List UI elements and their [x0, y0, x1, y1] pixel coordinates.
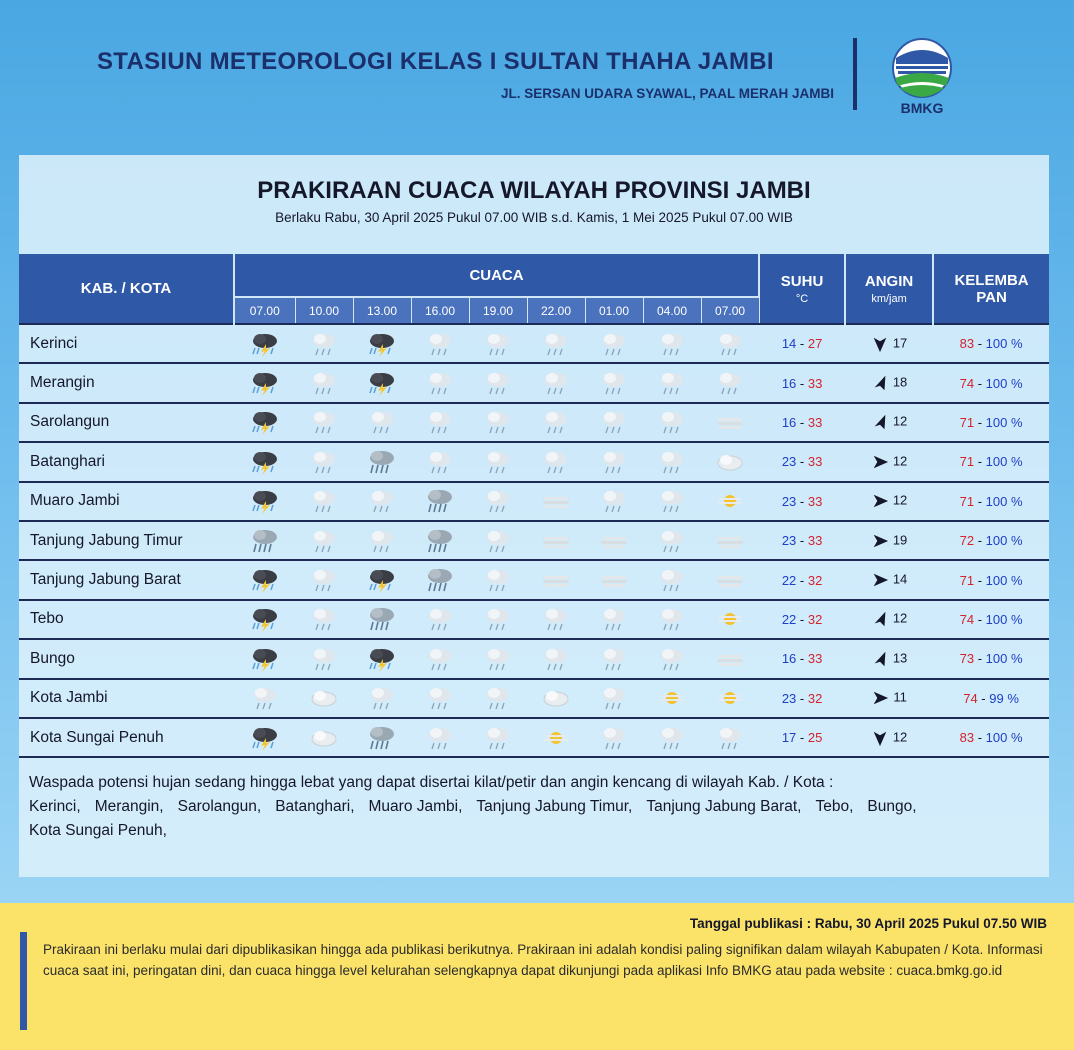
- temp-max: 27: [807, 336, 823, 352]
- temperature-range: 23 - 33: [759, 521, 845, 560]
- drizzle-icon: [643, 482, 701, 521]
- region-name: Muaro Jambi: [19, 482, 234, 521]
- drizzle-icon: [643, 560, 701, 599]
- temperature-range: 23 - 33: [759, 442, 845, 481]
- cloudy-icon: [701, 442, 759, 481]
- drizzle-icon: [295, 442, 353, 481]
- temperature-range: 16 - 33: [759, 363, 845, 402]
- drizzle-icon: [411, 600, 469, 639]
- thunderstorm-icon: [353, 324, 411, 363]
- humidity-range: 72 - 100 %: [933, 521, 1049, 560]
- wind-header-unit: km/jam: [871, 292, 907, 305]
- wind-speed: 14: [892, 571, 908, 587]
- table-row: [19, 324, 1049, 363]
- region-name: Bungo: [19, 639, 234, 678]
- humidity-max: 100 %: [985, 611, 1023, 627]
- humidity-min: 73: [959, 651, 975, 667]
- temp-min: 22: [781, 611, 797, 627]
- wind-speed: 12: [892, 610, 908, 626]
- humidity-max: 100 %: [985, 730, 1023, 746]
- humidity-max: 100 %: [985, 454, 1023, 470]
- wind-cell: [845, 560, 933, 599]
- thunderstorm-icon: [234, 718, 295, 757]
- drizzle-icon: [469, 600, 527, 639]
- drizzle-icon: [643, 442, 701, 481]
- table-row: [19, 363, 1049, 402]
- drizzle-icon: [701, 718, 759, 757]
- warning-place: Bungo,: [867, 798, 917, 815]
- time-header-cell: 04.00: [643, 297, 701, 324]
- thunderstorm-icon: [234, 403, 295, 442]
- wind-cell: [845, 679, 933, 718]
- drizzle-icon: [643, 600, 701, 639]
- humidity-range: 74 - 100 %: [933, 600, 1049, 639]
- table-row: [19, 482, 1049, 521]
- forecast-body: [19, 324, 1049, 757]
- wind-speed: 18: [892, 374, 908, 390]
- wind-direction-icon: [871, 375, 893, 390]
- col-header-humidity: KELEMBA PAN: [933, 254, 1049, 324]
- wind-direction-icon: [871, 611, 893, 626]
- drizzle-icon: [643, 718, 701, 757]
- wind-speed: 19: [892, 532, 908, 548]
- temp-max: 33: [807, 533, 823, 549]
- drizzle-icon: [469, 679, 527, 718]
- temp-max: 33: [807, 454, 823, 470]
- publication-date: Tanggal publikasi : Rabu, 30 April 2025 Pukul 07.50 WIB: [689, 916, 1047, 931]
- humidity-min: 71: [959, 572, 975, 588]
- wind-speed: 11: [893, 689, 907, 705]
- drizzle-icon: [527, 403, 585, 442]
- drizzle-icon: [643, 403, 701, 442]
- humidity-max: 100 %: [985, 533, 1023, 549]
- drizzle-icon: [643, 521, 701, 560]
- temperature-range: 16 - 33: [759, 403, 845, 442]
- table-row: [19, 403, 1049, 442]
- temp-min: 23: [781, 493, 797, 509]
- humidity-max: 100 %: [985, 493, 1023, 509]
- humidity-range: 71 - 100 %: [933, 442, 1049, 481]
- drizzle-icon: [585, 442, 643, 481]
- temp-max: 33: [807, 375, 823, 391]
- thunderstorm-icon: [234, 363, 295, 402]
- drizzle-icon: [295, 639, 353, 678]
- drizzle-icon: [643, 324, 701, 363]
- rain-icon: [353, 600, 411, 639]
- warning-place: Tebo,: [815, 798, 854, 815]
- wind-cell: [845, 521, 933, 560]
- thunderstorm-icon: [234, 442, 295, 481]
- time-header-cell: 22.00: [527, 297, 585, 324]
- temp-header-label: SUHU: [780, 272, 824, 290]
- humidity-min: 72: [959, 533, 975, 549]
- temp-max: 32: [807, 572, 823, 588]
- table-row: [19, 679, 1049, 718]
- humidity-min: 83: [959, 730, 975, 746]
- drizzle-icon: [469, 442, 527, 481]
- drizzle-icon: [411, 442, 469, 481]
- time-header-cell: 10.00: [295, 297, 353, 324]
- drizzle-icon: [527, 363, 585, 402]
- wind-cell: [845, 324, 933, 363]
- warning-place: Tanjung Jabung Timur,: [476, 798, 633, 815]
- table-row: [19, 639, 1049, 678]
- warning-intro: Waspada potensi hujan sedang hingga lebat yang dapat disertai kilat/petir dan angin kencang di wilayah Kab. / Kota :: [29, 774, 834, 791]
- drizzle-icon: [353, 679, 411, 718]
- drizzle-icon: [585, 679, 643, 718]
- humidity-range: 83 - 100 %: [933, 324, 1049, 363]
- rain-icon: [353, 718, 411, 757]
- drizzle-icon: [469, 639, 527, 678]
- thunderstorm-icon: [234, 600, 295, 639]
- drizzle-icon: [353, 521, 411, 560]
- temp-min: 16: [781, 414, 797, 430]
- temp-max: 33: [807, 651, 823, 667]
- temp-min: 14: [781, 336, 797, 352]
- wind-direction-icon: [871, 729, 893, 744]
- temperature-range: 22 - 32: [759, 600, 845, 639]
- humidity-min: 74: [959, 375, 975, 391]
- wind-direction-icon: [871, 414, 893, 429]
- weather-warning: [29, 771, 1029, 843]
- temp-min: 16: [781, 651, 797, 667]
- humidity-min: 71: [959, 493, 975, 509]
- drizzle-icon: [585, 363, 643, 402]
- region-name: Kerinci: [19, 324, 234, 363]
- temperature-range: 16 - 33: [759, 639, 845, 678]
- wind-speed: 17: [892, 335, 908, 351]
- humidity-min: 74: [963, 690, 978, 706]
- station-title: STASIUN METEOROLOGI KELAS I SULTAN THAHA JAMBI: [97, 48, 774, 75]
- table-row: [19, 560, 1049, 599]
- drizzle-icon: [295, 482, 353, 521]
- bmkg-logo: [884, 38, 960, 120]
- cloudy-icon: [295, 679, 353, 718]
- time-header-cell: 16.00: [411, 297, 469, 324]
- drizzle-icon: [527, 324, 585, 363]
- wind-direction-icon: [871, 532, 893, 547]
- humidity-max: 99 %: [989, 690, 1019, 706]
- wind-cell: [845, 363, 933, 402]
- region-name: Tebo: [19, 600, 234, 639]
- wind-direction-icon: [871, 650, 893, 665]
- wind-cell: [845, 403, 933, 442]
- drizzle-icon: [585, 718, 643, 757]
- rain-icon: [353, 442, 411, 481]
- drizzle-icon: [469, 521, 527, 560]
- wind-speed: 12: [892, 729, 908, 745]
- hazy-sun-icon: [701, 679, 759, 718]
- footer-accent-bar: [20, 932, 27, 1030]
- hazy-sun-icon: [701, 482, 759, 521]
- humidity-range: 83 - 100 %: [933, 718, 1049, 757]
- temp-max: 32: [807, 690, 823, 706]
- table-row: [19, 718, 1049, 757]
- warning-place: Muaro Jambi,: [368, 798, 463, 815]
- drizzle-icon: [295, 363, 353, 402]
- rain-icon: [411, 560, 469, 599]
- col-header-wind: [845, 254, 933, 324]
- thunderstorm-icon: [353, 560, 411, 599]
- drizzle-icon: [701, 363, 759, 402]
- drizzle-icon: [527, 442, 585, 481]
- drizzle-icon: [411, 639, 469, 678]
- drizzle-icon: [585, 403, 643, 442]
- haze-icon: [701, 639, 759, 678]
- drizzle-icon: [295, 324, 353, 363]
- drizzle-icon: [411, 363, 469, 402]
- drizzle-icon: [411, 403, 469, 442]
- drizzle-icon: [585, 600, 643, 639]
- humidity-min: 71: [959, 454, 975, 470]
- thunderstorm-icon: [234, 324, 295, 363]
- region-name: Kota Sungai Penuh: [19, 718, 234, 757]
- humidity-range: 71 - 100 %: [933, 560, 1049, 599]
- warning-place: Merangin,: [94, 798, 164, 815]
- temp-max: 33: [807, 414, 823, 430]
- warning-places: [29, 795, 1029, 819]
- forecast-panel: [19, 155, 1049, 877]
- humidity-range: 71 - 100 %: [933, 482, 1049, 521]
- wind-speed: 12: [892, 492, 908, 508]
- humidity-min: 71: [959, 414, 975, 430]
- drizzle-icon: [353, 403, 411, 442]
- humidity-max: 100 %: [985, 375, 1023, 391]
- wind-cell: [845, 482, 933, 521]
- temp-header-unit: °C: [795, 292, 809, 305]
- drizzle-icon: [411, 679, 469, 718]
- region-name: Tanjung Jabung Barat: [19, 560, 234, 599]
- region-name: Merangin: [19, 363, 234, 402]
- table-row: [19, 521, 1049, 560]
- time-header-cell: 13.00: [353, 297, 411, 324]
- humidity-max: 100 %: [985, 572, 1023, 588]
- wind-cell: [845, 600, 933, 639]
- forecast-validity: Berlaku Rabu, 30 April 2025 Pukul 07.00 WIB s.d. Kamis, 1 Mei 2025 Pukul 07.00 WIB: [275, 210, 793, 225]
- warning-place: Tanjung Jabung Barat,: [646, 798, 802, 815]
- drizzle-icon: [469, 482, 527, 521]
- time-header-cell: 01.00: [585, 297, 643, 324]
- wind-speed: 13: [892, 650, 908, 666]
- header-divider: [853, 38, 857, 110]
- thunderstorm-icon: [353, 639, 411, 678]
- wind-cell: [845, 442, 933, 481]
- drizzle-icon: [643, 363, 701, 402]
- table-row: [19, 442, 1049, 481]
- forecast-title: PRAKIRAAN CUACA WILAYAH PROVINSI JAMBI: [257, 177, 811, 204]
- drizzle-icon: [469, 324, 527, 363]
- haze-icon: [585, 521, 643, 560]
- drizzle-icon: [585, 639, 643, 678]
- wind-cell: [845, 639, 933, 678]
- temp-max: 25: [807, 730, 823, 746]
- rain-icon: [411, 482, 469, 521]
- drizzle-icon: [527, 600, 585, 639]
- footer: [0, 903, 1074, 1050]
- footer-note: Prakiraan ini berlaku mulai dari dipublikasikan hingga ada publikasi berikutnya. Prakiraan ini adalah kondisi paling signifikan dalam wilayah Kabupaten / Kota. Informasi cuaca saat ini, peringatan dini, dan cuaca hingga level kelurahan selengkapnya dapat dikunjungi pada aplikasi Info BMKG atau pada website : cuaca.bmkg.go.id: [43, 942, 1043, 978]
- col-header-weather: CUACA: [234, 254, 759, 297]
- humidity-max: 100 %: [985, 651, 1023, 667]
- drizzle-icon: [234, 679, 295, 718]
- table-row: [19, 600, 1049, 639]
- warning-place: Batanghari,: [275, 798, 355, 815]
- hazy-sun-icon: [527, 718, 585, 757]
- temp-min: 23: [781, 454, 797, 470]
- humidity-max: 100 %: [985, 414, 1023, 430]
- thunderstorm-icon: [234, 560, 295, 599]
- drizzle-icon: [295, 403, 353, 442]
- drizzle-icon: [295, 521, 353, 560]
- wind-direction-icon: [871, 690, 893, 705]
- time-header-cell: 19.00: [469, 297, 527, 324]
- forecast-table: [19, 254, 1049, 758]
- drizzle-icon: [295, 600, 353, 639]
- wind-speed: 12: [892, 413, 908, 429]
- time-header-cell: 07.00: [701, 297, 759, 324]
- drizzle-icon: [469, 560, 527, 599]
- drizzle-icon: [469, 403, 527, 442]
- drizzle-icon: [585, 482, 643, 521]
- wind-direction-icon: [871, 571, 893, 586]
- drizzle-icon: [353, 482, 411, 521]
- temperature-range: 14 - 27: [759, 324, 845, 363]
- temperature-range: 23 - 32: [759, 679, 845, 718]
- warning-place: Sarolangun,: [177, 798, 262, 815]
- wind-header-label: ANGIN: [864, 272, 914, 290]
- humidity-min: 74: [959, 611, 975, 627]
- rain-icon: [234, 521, 295, 560]
- haze-icon: [701, 560, 759, 599]
- drizzle-icon: [585, 324, 643, 363]
- humidity-min: 83: [959, 336, 975, 352]
- cloudy-icon: [295, 718, 353, 757]
- humidity-range: 74 - 99 %: [933, 679, 1049, 718]
- region-name: Kota Jambi: [19, 679, 234, 718]
- col-header-region: KAB. / KOTA: [19, 254, 234, 324]
- temp-min: 23: [781, 533, 797, 549]
- temp-max: 32: [807, 611, 823, 627]
- wind-direction-icon: [871, 453, 893, 468]
- temperature-range: 17 - 25: [759, 718, 845, 757]
- temperature-range: 22 - 32: [759, 560, 845, 599]
- humidity-max: 100 %: [985, 336, 1023, 352]
- temp-min: 16: [781, 375, 797, 391]
- warning-place: Kerinci,: [29, 798, 81, 815]
- wind-cell: [845, 718, 933, 757]
- haze-icon: [701, 403, 759, 442]
- haze-icon: [527, 482, 585, 521]
- wind-direction-icon: [871, 493, 893, 508]
- temp-min: 23: [781, 690, 797, 706]
- wind-direction-icon: [871, 335, 893, 350]
- thunderstorm-icon: [234, 639, 295, 678]
- humidity-range: 71 - 100 %: [933, 403, 1049, 442]
- humidity-range: 73 - 100 %: [933, 639, 1049, 678]
- temp-max: 33: [807, 493, 823, 509]
- temp-min: 17: [781, 730, 797, 746]
- drizzle-icon: [643, 639, 701, 678]
- drizzle-icon: [469, 718, 527, 757]
- hazy-sun-icon: [643, 679, 701, 718]
- thunderstorm-icon: [234, 482, 295, 521]
- drizzle-icon: [295, 560, 353, 599]
- haze-icon: [527, 521, 585, 560]
- wind-speed: 12: [892, 453, 908, 469]
- region-name: Tanjung Jabung Timur: [19, 521, 234, 560]
- drizzle-icon: [411, 718, 469, 757]
- rain-icon: [411, 521, 469, 560]
- temp-min: 22: [781, 572, 797, 588]
- thunderstorm-icon: [353, 363, 411, 402]
- col-header-temp: [759, 254, 845, 324]
- time-header-cell: 07.00: [234, 297, 295, 324]
- drizzle-icon: [411, 324, 469, 363]
- hazy-sun-icon: [701, 600, 759, 639]
- drizzle-icon: [469, 363, 527, 402]
- bmkg-logo-icon: [884, 38, 960, 100]
- haze-icon: [585, 560, 643, 599]
- cloudy-icon: [527, 679, 585, 718]
- bmkg-logo-text: BMKG: [900, 100, 944, 116]
- drizzle-icon: [701, 324, 759, 363]
- station-address: JL. SERSAN UDARA SYAWAL, PAAL MERAH JAMBI: [500, 86, 834, 101]
- region-name: Batanghari: [19, 442, 234, 481]
- temperature-range: 23 - 33: [759, 482, 845, 521]
- haze-icon: [701, 521, 759, 560]
- haze-icon: [527, 560, 585, 599]
- humidity-range: 74 - 100 %: [933, 363, 1049, 402]
- drizzle-icon: [527, 639, 585, 678]
- region-name: Sarolangun: [19, 403, 234, 442]
- warning-last-place: Kota Sungai Penuh,: [29, 822, 167, 839]
